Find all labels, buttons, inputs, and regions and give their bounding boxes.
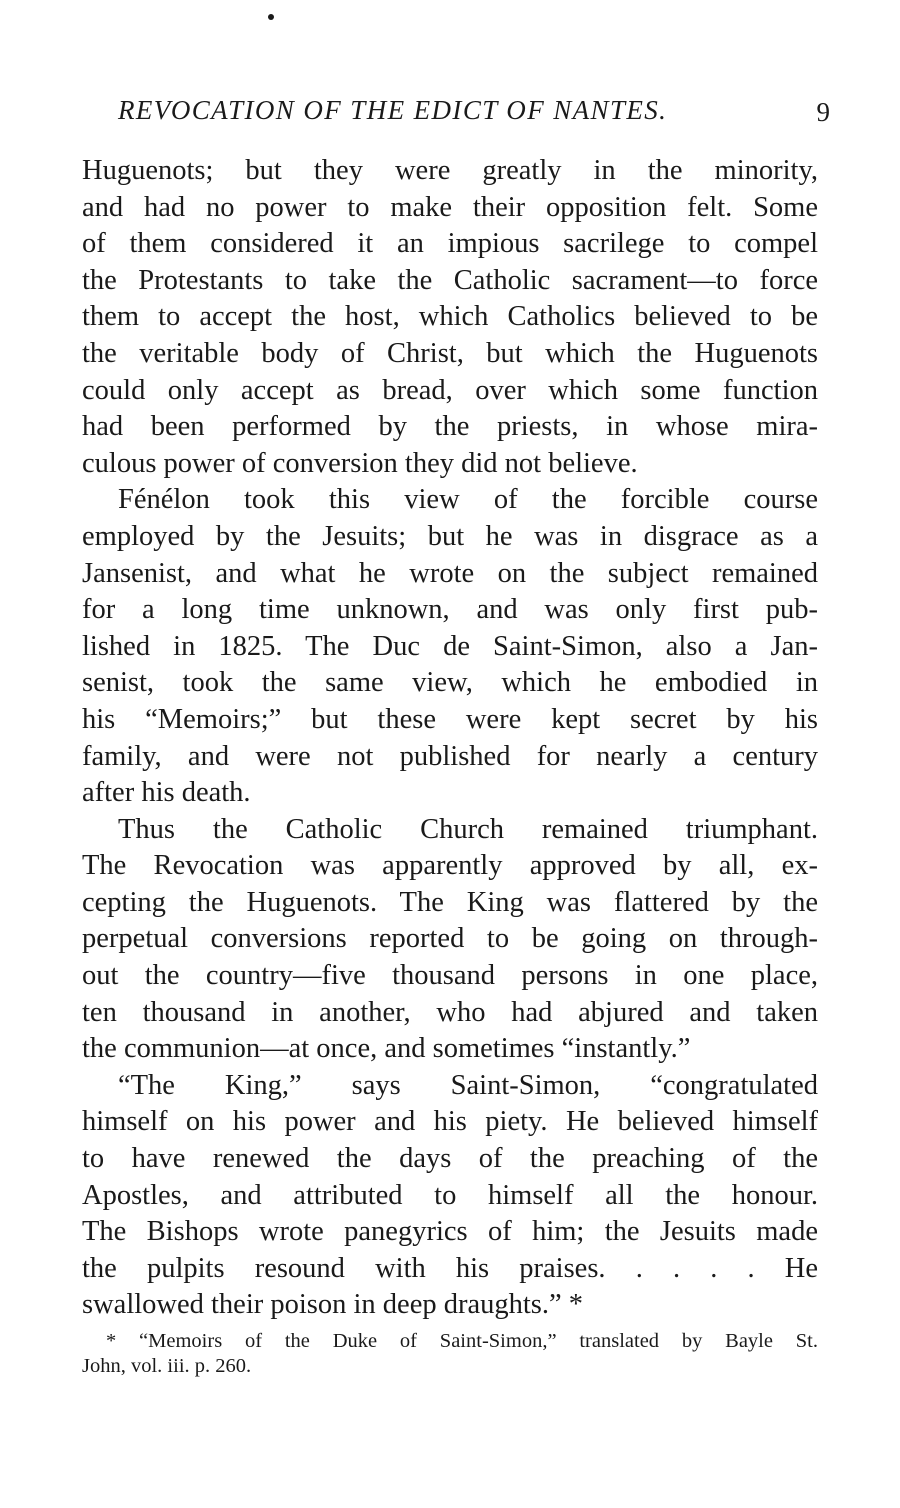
text-line: for a long time unknown, and was only first pub-	[82, 594, 818, 626]
text-line: employed by the Jesuits; but he was in disgrace as a	[82, 520, 818, 552]
ink-speck	[268, 14, 274, 20]
text-line: of them considered it an impious sacrilege to compel	[82, 228, 818, 260]
text-line: Huguenots; but they were greatly in the minority,	[82, 155, 818, 186]
text-line: Jansenist, and what he wrote on the subject remained	[82, 557, 818, 589]
footnote	[82, 1329, 818, 1379]
footnote-line: John, vol. iii. p. 260.	[82, 1355, 252, 1377]
text-line: Apostles, and attributed to himself all the honour.	[82, 1179, 818, 1211]
body-text	[82, 153, 818, 1324]
text-line: ten thousand in another, who had abjured and taken	[82, 996, 818, 1028]
text-line: and had no power to make their opposition felt. Some	[82, 191, 818, 223]
text-line: to have renewed the days of the preaching of the	[82, 1143, 818, 1175]
text-line: himself on his power and his piety. He believed himself	[82, 1106, 818, 1138]
text-line: the communion—at once, and sometimes “instantly.”	[82, 1033, 691, 1065]
text-line: The Bishops wrote panegyrics of him; the Jesuits made	[82, 1216, 818, 1248]
text-line: could only accept as bread, over which some function	[82, 374, 818, 406]
page-number: 9	[816, 97, 830, 127]
text-line: the veritable body of Christ, but which the Huguenots	[82, 337, 818, 369]
text-line: out the country—five thousand persons in one place,	[82, 960, 818, 992]
text-line: perpetual conversions reported to be going on through-	[82, 923, 818, 955]
text-line: after his death.	[82, 777, 251, 809]
text-line: had been performed by the priests, in whose mira-	[82, 411, 818, 443]
text-line: family, and were not published for nearly a century	[82, 740, 818, 772]
text-line: The Revocation was apparently approved by all, ex-	[82, 850, 818, 882]
text-line: culous power of conversion they did not believe.	[82, 447, 638, 479]
text-line: the Protestants to take the Catholic sacrament—to force	[82, 264, 818, 296]
text-line: his “Memoirs;” but these were kept secret by his	[82, 703, 818, 735]
text-line: senist, took the same view, which he embodied in	[82, 667, 818, 699]
text-line: swallowed their poison in deep draughts.” *	[82, 1289, 584, 1321]
running-title: REVOCATION OF THE EDICT OF NANTES.	[118, 95, 668, 125]
running-head	[118, 92, 830, 128]
paragraph-first-line: “The King,” says Saint-Simon, “congratulated	[118, 1069, 818, 1101]
text-line: the pulpits resound with his praises. . . . . He	[82, 1252, 818, 1284]
text-line: them to accept the host, which Catholics believed to be	[82, 301, 818, 333]
text-line: lished in 1825. The Duc de Saint-Simon, also a Jan-	[82, 630, 818, 662]
paragraph-first-line: Thus the Catholic Church remained triumphant.	[118, 813, 818, 845]
text-line: cepting the Huguenots. The King was flattered by the	[82, 886, 818, 918]
footnote-line: * “Memoirs of the Duke of Saint-Simon,” translated by Bayle St.	[106, 1330, 818, 1352]
paragraph-first-line: Fénélon took this view of the forcible course	[118, 484, 818, 516]
